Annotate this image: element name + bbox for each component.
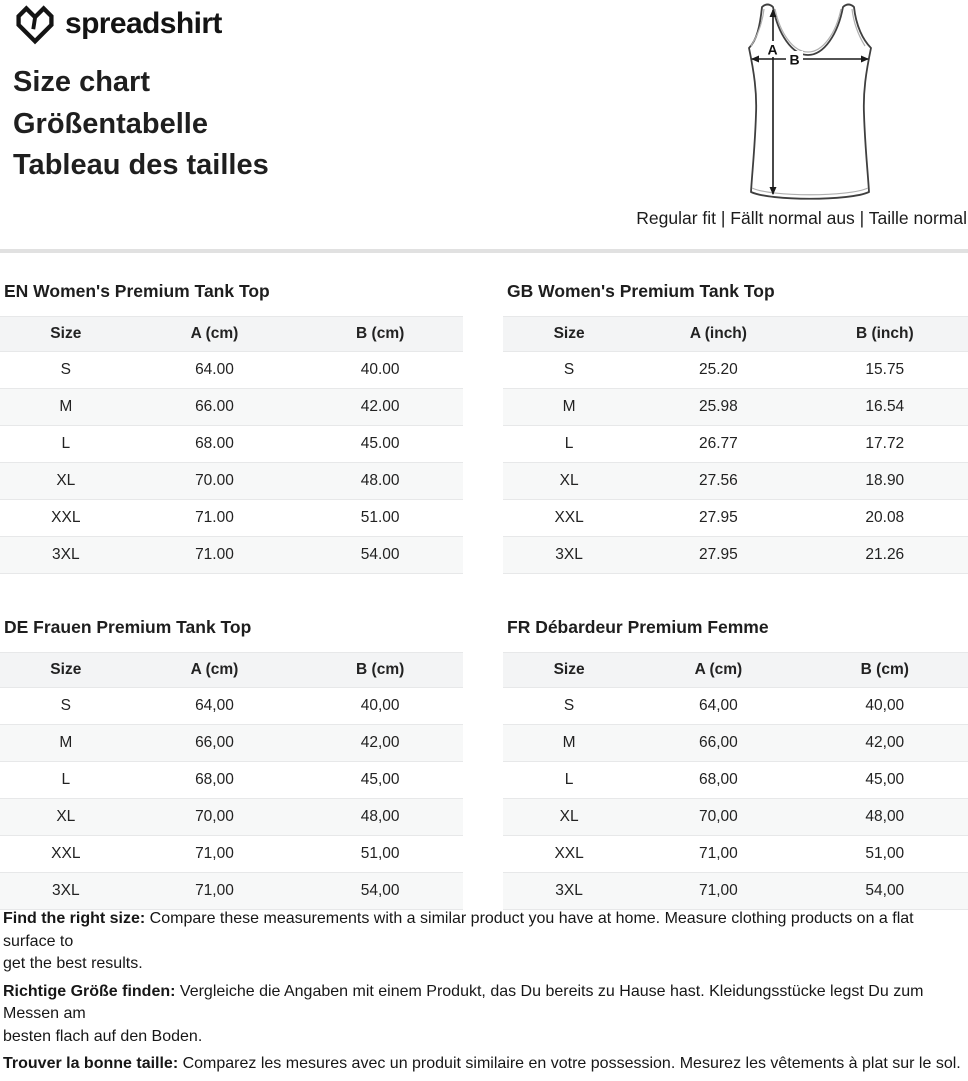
size-cell: XL [503, 463, 635, 500]
column-header: B (cm) [802, 653, 968, 688]
tank-top-diagram [735, 2, 885, 207]
value-cell: 17.72 [802, 426, 968, 463]
table-row [503, 426, 968, 463]
size-cell: XL [503, 799, 635, 836]
header-row [503, 653, 968, 688]
size-cell: M [503, 389, 635, 426]
value-cell: 70.00 [132, 463, 298, 500]
value-cell: 71.00 [132, 537, 298, 574]
value-cell: 68.00 [132, 426, 298, 463]
footnote-lead: Richtige Größe finden: [3, 982, 176, 1000]
table-row [0, 688, 463, 725]
value-cell: 48,00 [297, 799, 463, 836]
size-cell: S [503, 352, 635, 389]
page-title-fr: Tableau des tailles [13, 149, 269, 181]
value-cell: 45,00 [802, 762, 968, 799]
section-heading-en: EN Women's Premium Tank Top [4, 281, 270, 301]
table-row [503, 725, 968, 762]
value-cell: 27.95 [635, 537, 801, 574]
size-table-section-gb [503, 281, 968, 574]
table-row [0, 463, 463, 500]
table-row [0, 500, 463, 537]
value-cell: 70,00 [635, 799, 801, 836]
column-header: Size [0, 317, 132, 352]
column-header: Size [0, 653, 132, 688]
column-header: A (cm) [132, 317, 298, 352]
value-cell: 71,00 [635, 873, 801, 910]
value-cell: 18.90 [802, 463, 968, 500]
value-cell: 42,00 [297, 725, 463, 762]
value-cell: 71.00 [132, 500, 298, 537]
table-row [503, 688, 968, 725]
value-cell: 51,00 [802, 836, 968, 873]
size-cell: XXL [503, 500, 635, 537]
table-row [0, 537, 463, 574]
table-row [0, 352, 463, 389]
header-row [0, 653, 463, 688]
page-title-en: Size chart [13, 66, 150, 98]
size-cell: M [0, 389, 132, 426]
table-row [0, 762, 463, 799]
size-cell: S [0, 352, 132, 389]
size-table-de [0, 652, 463, 910]
value-cell: 27.95 [635, 500, 801, 537]
value-cell: 15.75 [802, 352, 968, 389]
table-row [503, 537, 968, 574]
value-cell: 42.00 [297, 389, 463, 426]
size-table-en [0, 316, 463, 574]
footnote-2: Trouver la bonne taille: Comparez les mesures avec un produit similaire en votre possession. Mesurez les vêtements à plat sur le sol. [3, 1055, 961, 1072]
value-cell: 42,00 [802, 725, 968, 762]
column-header: B (cm) [297, 317, 463, 352]
column-header: Size [503, 317, 635, 352]
value-cell: 51.00 [297, 500, 463, 537]
value-cell: 26.77 [635, 426, 801, 463]
table-row [0, 389, 463, 426]
footnote-lead: Find the right size: [3, 910, 146, 927]
size-cell: L [503, 762, 635, 799]
footnote-0: Find the right size: Compare these measurements with a similar product you have at home. Measure clothing products on a flat surface to get the best results. [3, 910, 914, 972]
table-row [503, 500, 968, 537]
size-table-section-de [0, 617, 463, 910]
table-row [503, 799, 968, 836]
column-header: A (cm) [635, 653, 801, 688]
column-header: B (inch) [802, 317, 968, 352]
size-cell: XL [0, 463, 132, 500]
spreadshirt-heart-icon [14, 5, 56, 43]
value-cell: 71,00 [132, 873, 298, 910]
table-row [0, 836, 463, 873]
value-cell: 40,00 [297, 688, 463, 725]
size-cell: XXL [503, 836, 635, 873]
table-row [0, 426, 463, 463]
header-row [0, 317, 463, 352]
table-row [503, 836, 968, 873]
size-cell: L [503, 426, 635, 463]
value-cell: 20.08 [802, 500, 968, 537]
table-row [503, 352, 968, 389]
size-cell: L [0, 762, 132, 799]
size-cell: L [0, 426, 132, 463]
size-cell: 3XL [503, 537, 635, 574]
value-cell: 54,00 [297, 873, 463, 910]
table-row [0, 873, 463, 910]
size-table-gb [503, 316, 968, 574]
value-cell: 70,00 [132, 799, 298, 836]
table-row [503, 389, 968, 426]
footnote-1: Richtige Größe finden: Vergleiche die Angaben mit einem Produkt, das Du bereits zu Hause hast. Kleidungsstücke legst Du zum Messen am besten flach auf den Boden. [3, 982, 924, 1045]
section-divider [0, 249, 968, 253]
column-header: A (inch) [635, 317, 801, 352]
table-row [503, 463, 968, 500]
page-title-de: Größentabelle [13, 107, 208, 140]
value-cell: 66,00 [132, 725, 298, 762]
size-table-fr [503, 652, 968, 910]
table-row [503, 873, 968, 910]
value-cell: 27.56 [635, 463, 801, 500]
size-table-section-fr [503, 617, 968, 910]
table-row [503, 762, 968, 799]
value-cell: 66.00 [132, 389, 298, 426]
value-cell: 64.00 [132, 352, 298, 389]
value-cell: 25.20 [635, 352, 801, 389]
size-tables [0, 281, 968, 910]
column-header: A (cm) [132, 653, 298, 688]
size-cell: S [503, 688, 635, 725]
value-cell: 66,00 [635, 725, 801, 762]
fit-note: Regular fit | Fällt normal aus | Taille normal [636, 208, 967, 228]
size-table-section-en [0, 281, 463, 574]
value-cell: 48,00 [802, 799, 968, 836]
value-cell: 68,00 [132, 762, 298, 799]
section-heading-gb: GB Women's Premium Tank Top [507, 281, 775, 301]
value-cell: 54.00 [297, 537, 463, 574]
value-cell: 16.54 [802, 389, 968, 426]
size-cell: XXL [0, 500, 132, 537]
header-row [503, 317, 968, 352]
page-titles [13, 62, 269, 187]
value-cell: 64,00 [635, 688, 801, 725]
value-cell: 40,00 [802, 688, 968, 725]
size-cell: M [503, 725, 635, 762]
footnote-lead: Trouver la bonne taille: [3, 1055, 179, 1072]
section-heading-de: DE Frauen Premium Tank Top [4, 617, 252, 637]
value-cell: 71,00 [635, 836, 801, 873]
value-cell: 64,00 [132, 688, 298, 725]
measure-label-a: A [767, 41, 778, 58]
value-cell: 71,00 [132, 836, 298, 873]
value-cell: 45.00 [297, 426, 463, 463]
value-cell: 48.00 [297, 463, 463, 500]
column-header: B (cm) [297, 653, 463, 688]
value-cell: 40.00 [297, 352, 463, 389]
footnotes [3, 908, 965, 1081]
value-cell: 54,00 [802, 873, 968, 910]
size-cell: 3XL [0, 873, 132, 910]
measure-label-b: B [789, 51, 800, 68]
value-cell: 68,00 [635, 762, 801, 799]
column-header: Size [503, 653, 635, 688]
value-cell: 51,00 [297, 836, 463, 873]
section-heading-fr: FR Débardeur Premium Femme [507, 617, 769, 637]
size-cell: 3XL [0, 537, 132, 574]
logo-wordmark: spreadshirt [65, 7, 222, 40]
tank-top-outline [749, 5, 871, 199]
size-cell: XXL [0, 836, 132, 873]
size-cell: XL [0, 799, 132, 836]
spreadshirt-logo [14, 5, 222, 43]
value-cell: 45,00 [297, 762, 463, 799]
size-cell: S [0, 688, 132, 725]
table-row [0, 799, 463, 836]
value-cell: 21.26 [802, 537, 968, 574]
value-cell: 25.98 [635, 389, 801, 426]
size-cell: M [0, 725, 132, 762]
table-row [0, 725, 463, 762]
size-cell: 3XL [503, 873, 635, 910]
